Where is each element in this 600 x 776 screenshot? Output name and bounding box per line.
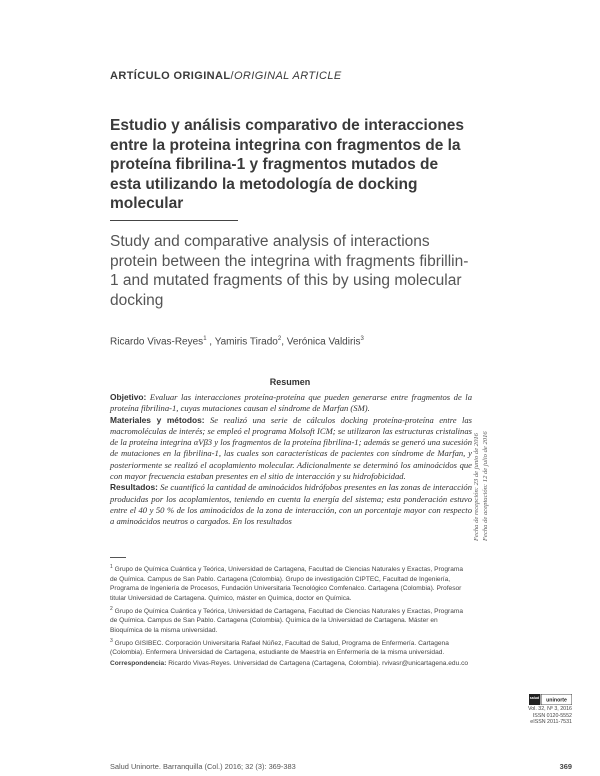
author-affiliation: 1 <box>203 336 207 342</box>
issn-block <box>490 706 572 726</box>
article-title-en: Study and comparative analysis of interactions protein between the integrina with fragments fibrillin-1 and mutated fragments of this by using molecular docking <box>110 233 469 309</box>
footnote <box>110 605 472 636</box>
footnote-text: Grupo de Química Cuántica y Teórica, Universidad de Cartagena, Facultad de Ciencias Naturales y Exactas, Programa de Química. Campus de San Pablo. Cartagena (Colombia). Química de la Universidad de Cartagena. Máster en Bioquímica de la misma universidad. <box>110 607 464 634</box>
volume-info: Vol. 32, Nº 3, 2016 <box>527 706 572 712</box>
section-label-en: ORIGINAL ARTICLE <box>233 70 342 82</box>
author-affiliation: 3 <box>360 336 364 342</box>
author-separator: , <box>206 336 215 348</box>
correspondence-label: Correspondencia: <box>110 659 167 667</box>
results-text: Se cuantificó la cantidad de aminoácidos hidrófobos presentes en las zonas de interacción producidas por los acoplamientos, teniendo en cuenta la energía del sistema; esta ponderación estuvo entre el 40 y 50 % de los aminoácidos de la zona de interacción, con un porcentaje mayor con respecto a aminoácidos neutros o cargados. En los resultados <box>110 482 472 527</box>
footnote-text: Grupo GISIBEC. Corporación Universitaria Rafael Núñez, Facultad de Salud, Programa de Enfermería. Cartagena (Colombia). Enfermera Universidad de Cartagena, estudiante de Maestría en Enfermería de la misma universidad. <box>110 639 449 657</box>
abstract-methods <box>110 415 472 483</box>
author-list <box>110 336 364 347</box>
footnote-marker: 2 <box>110 605 113 612</box>
article-title-es: Estudio y análisis comparativo de interacciones entre la proteina integrina con fragmentos de la proteína fibrilina-1 y fragmentos mutados de esta utilizando la metodología de docking molecular <box>110 117 465 212</box>
footnote-marker: 3 <box>110 637 113 644</box>
author-separator: , <box>281 336 287 348</box>
footnote-divider <box>110 557 126 558</box>
accepted-date: Fecha de aceptación: 12 de julio de 2016 <box>482 431 489 541</box>
submission-dates <box>472 423 500 541</box>
correspondence-text: Ricardo Vivas-Reyes. Universidad de Cartagena (Cartagena, Colombia). rvivasr@unicartagena.edu.co <box>166 659 469 667</box>
issn-print: ISSN 0120-5552 <box>532 712 572 719</box>
correspondence <box>110 659 472 669</box>
footnotes <box>110 563 472 670</box>
svg-text:uninorte: uninorte <box>546 697 567 704</box>
svg-text:salud: salud <box>529 696 540 701</box>
abstract-heading: Resumen <box>269 377 311 387</box>
issn-electronic: eISSN 2011-7531 <box>530 719 572 726</box>
section-label-es: ARTÍCULO ORIGINAL <box>110 70 231 82</box>
author-name: Verónica Valdiris <box>286 336 361 348</box>
section-separator: / <box>230 70 234 82</box>
footnote <box>110 563 472 604</box>
author-name: Ricardo Vivas-Reyes <box>110 336 204 348</box>
footnote <box>110 637 472 658</box>
abstract-objective <box>110 392 472 415</box>
section-label <box>110 70 342 82</box>
methods-text: Se realizó una serie de cálculos docking proteína-proteína entre las macromoléculas de interés; se empleó el programa Molsoft ICM; se utilizaron las estructuras cristalinas de la proteína integrina αVβ3 y los fragmentos de la proteína fibrilina-1; además se generó una sucesión de mutaciones en la fibrilina-1, las cuales son características de pacientes con síndrome de Marfan, y posteriormente se realizó el acoplamiento molecular. Adicionalmente se determinó los aminoácidos que con mayor frecuencia estaban presentes en el sitio de interacción y su hidrofobicidad. <box>110 414 473 482</box>
author-name: Yamiris Tirado <box>214 336 278 348</box>
page-number: 369 <box>559 762 572 771</box>
footnote-marker: 1 <box>110 564 113 570</box>
journal-logo <box>529 694 572 705</box>
footnote-text: Grupo de Química Cuántica y Teórica, Universidad de Cartagena, Facultad de Ciencias Naturales y Exactas, Programa de Química. Campus de San Pablo. Cartagena (Colombia). Grupo de investigación CIPTEC, Facultad de Ingeniería, Programa de Ingeniería de Procesos, Fundación Universitaria Tecnológico Comfenalco. Cartagena (Colombia). Profesor titular Universidad de Cartagena. Químico, máster en Química, doctor en Química. <box>110 566 464 602</box>
objective-label: Objetivo: <box>110 392 147 402</box>
title-divider <box>110 220 238 221</box>
abstract-body <box>110 392 472 528</box>
results-label: Resultados: <box>110 482 158 493</box>
methods-label: Materiales y métodos: <box>110 414 205 425</box>
received-date: Fecha de recepción: 23 de junio de 2016 <box>473 433 480 541</box>
abstract-results <box>110 482 472 527</box>
journal-citation: Salud Uninorte. Barranquilla (Col.) 2016; 32 (3): 369-383 <box>110 762 296 771</box>
author-affiliation: 2 <box>277 336 282 342</box>
objective-text: Evaluar las interacciones proteína-proteína que pueden generarse entre fragmentos de la proteína fibrilina-1, cuyas mutaciones causan el síndrome de Marfan (SM). <box>110 392 472 414</box>
